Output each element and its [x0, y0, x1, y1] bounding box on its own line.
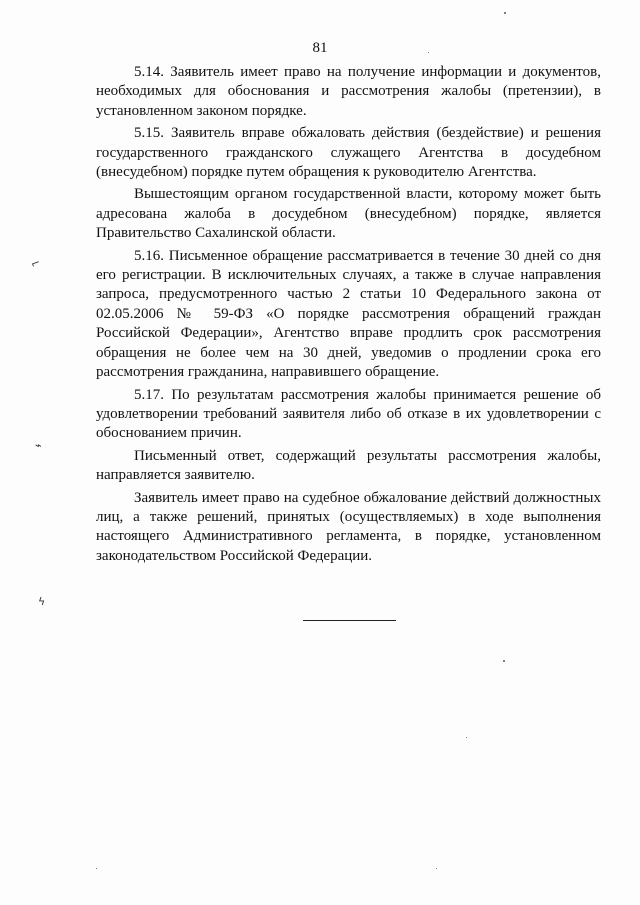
- scan-speck: [436, 868, 437, 869]
- document-body: [96, 63, 601, 569]
- paragraph-higher-authority: Вышестоящим органом государственной власти, которому может быть адресована жалоба в досудебном (внесудебном) порядке, является Правительство Сахалинской области.: [96, 186, 601, 242]
- scan-mark-artifact: ⌁: [35, 439, 42, 452]
- scan-speck: [96, 868, 97, 869]
- paragraph-5-15: 5.15. Заявитель вправе обжаловать действия (бездействие) и решения государственного гражданского служащего Агентства в досудебном (внесудебном) порядке путем обращения к руководителю Агентства.: [96, 125, 601, 181]
- scan-speck: [504, 12, 506, 14]
- scan-mark-artifact: ⌐: [29, 255, 43, 272]
- paragraph-5-16: 5.16. Письменное обращение рассматривается в течение 30 дней со дня его регистрации. В исключительных случаях, а также в случае направления запроса, предусмотренного частью 2 статьи 10 Федерального закона от 02.05.2006 № 59-ФЗ «О порядке рассмотрения обращений граждан Российской Федерации», Агентство вправе продлить срок рассмотрения обращения не более чем на 30 дней, уведомив о продлении срока его рассмотрения гражданина, направившего обращение.: [96, 247, 601, 381]
- scan-speck: [503, 660, 505, 662]
- scan-speck: [428, 52, 429, 53]
- paragraph-5-14: 5.14. Заявитель имеет право на получение информации и документов, необходимых для обоснования и рассмотрения жалобы (претензии), в установленном законом порядке.: [96, 64, 601, 119]
- paragraph-judicial-appeal: Заявитель имеет право на судебное обжалование действий должностных лиц, а также решений, принятых (осуществляемых) в ходе выполнения настоящего Административного регламента, в порядке, установленном законодательством Российской Федерации.: [96, 489, 601, 564]
- scan-mark-artifact: ϟ: [38, 595, 46, 608]
- paragraph-written-response: Письменный ответ, содержащий результаты рассмотрения жалобы, направляется заявителю.: [96, 447, 601, 484]
- scan-speck: [466, 737, 467, 738]
- page-number: 81: [312, 40, 328, 56]
- paragraph-5-17: 5.17. По результатам рассмотрения жалобы принимается решение об удовлетворении требований заявителя либо об отказе в их удовлетворении с обоснованием причин.: [96, 386, 601, 442]
- end-of-text-rule: [303, 620, 396, 621]
